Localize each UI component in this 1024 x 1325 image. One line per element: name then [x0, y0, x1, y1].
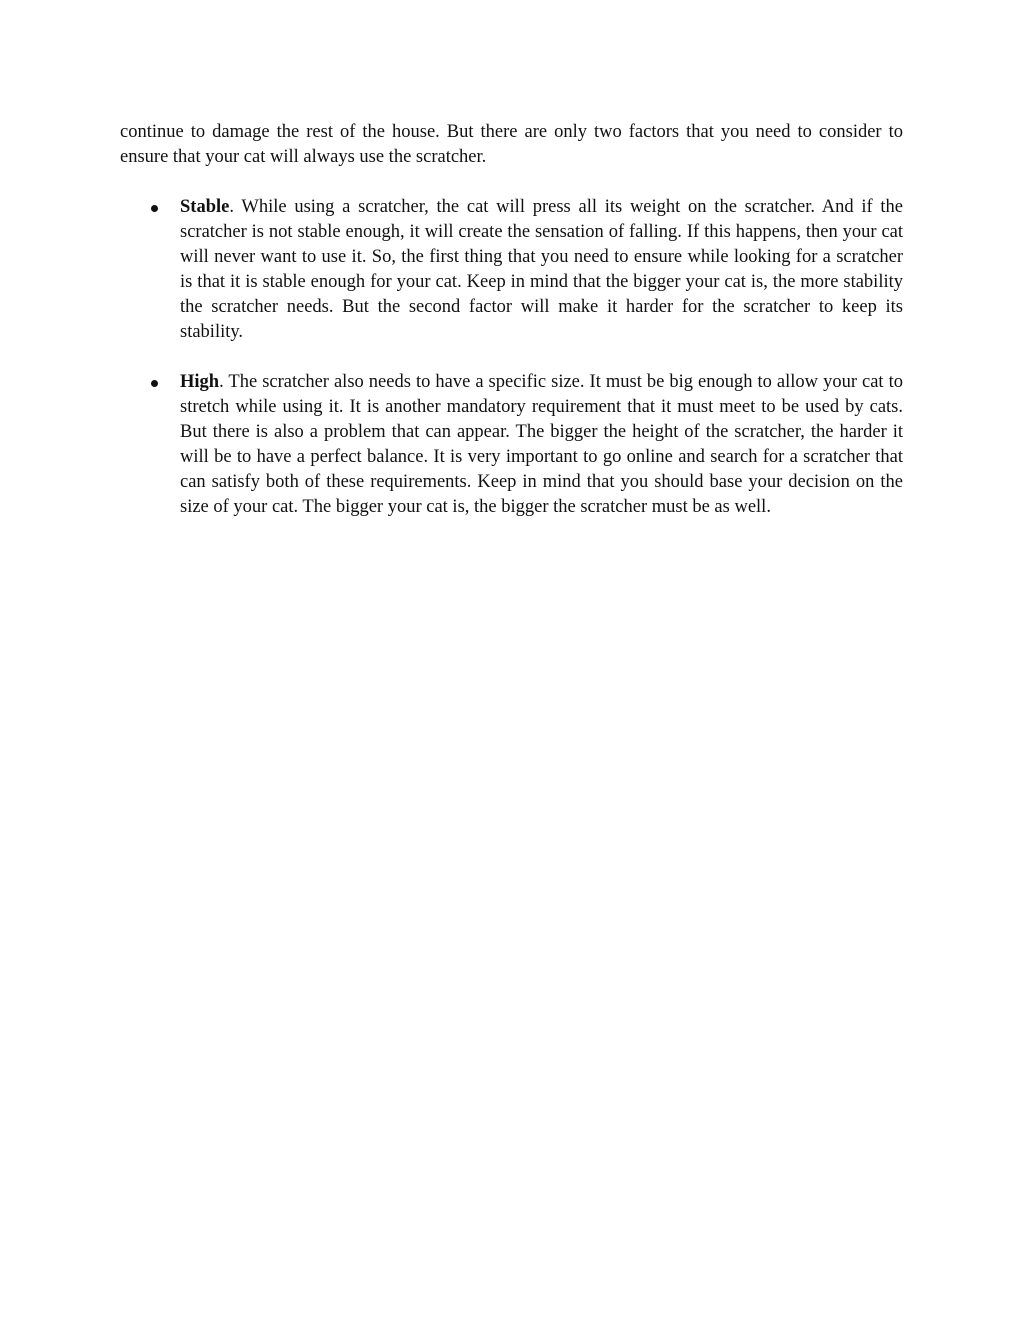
bullet-icon: [151, 380, 158, 387]
factor-text-high: . The scratcher also needs to have a specific size. It must be big enough to allow your cat to stretch while using it. It is another mandatory requirement that it must meet to be used by cats. But there is also a problem that can appear. The bigger the height of the scratcher, the harder it will be to have a perfect balance. It is very important to go online and search for a scratcher that can satisfy both of these requirements. Keep in mind that you should base your decision on the size of your cat. The bigger your cat is, the bigger the scratcher must be as well.: [180, 372, 903, 517]
factor-text-stable: . While using a scratcher, the cat will press all its weight on the scratcher. And if the scratcher is not stable enough, it will create the sensation of falling. If this happens, then your cat will never want to use it. So, the first thing that you need to ensure while looking for a scratcher is that it is stable enough for your cat. Keep in mind that the bigger your cat is, the more stability the scratcher needs. But the second factor will make it harder for the scratcher to keep its stability.: [180, 197, 903, 342]
intro-paragraph: continue to damage the rest of the house. But there are only two factors that you need to consider to ensure that your cat will always use the scratcher.: [120, 122, 903, 167]
list-item: [120, 370, 903, 520]
factor-term-stable: Stable: [180, 197, 230, 217]
document-body: [120, 120, 903, 545]
factor-term-high: High: [180, 372, 220, 392]
list-item: [120, 195, 903, 345]
factor-list: [120, 195, 903, 520]
bullet-icon: [151, 205, 158, 212]
